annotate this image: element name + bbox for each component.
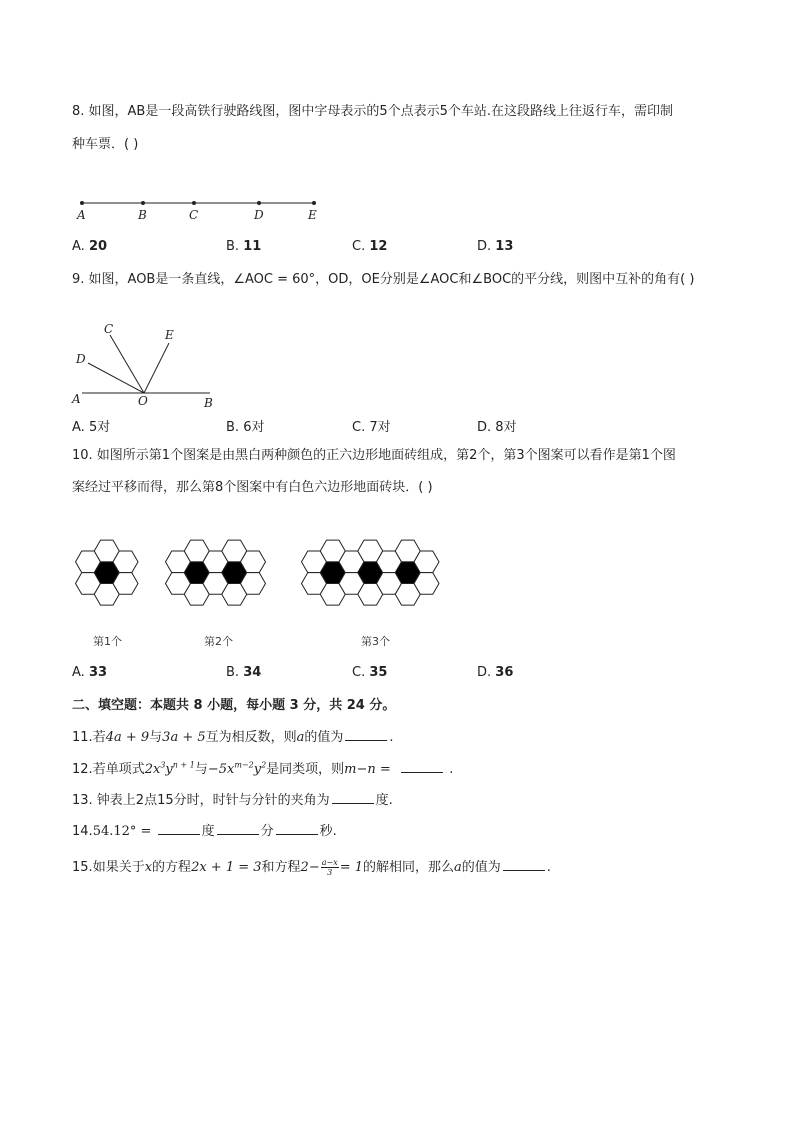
q10-option-a[interactable]: A. 33 xyxy=(72,665,108,680)
q8-point-label-c: C xyxy=(189,208,199,222)
q12-monomial-2: $-5x^{m-2}y^2$ xyxy=(207,760,267,777)
q10-caption-2: 第2个 xyxy=(204,635,233,648)
point-d-dot xyxy=(257,201,261,205)
q10-stem-line1: 10. 如图所示第1个图案是由黑白两种颜色的正六边形地面砖组成，第2个，第3个图案可以看作是第1个图 xyxy=(72,448,676,463)
q15-line: 15.如果关于x的方程2x + 1 = 3和方程2− $\frac{a-x}{3}$ = 1的解相同，那么a的值为 . xyxy=(72,858,551,877)
q9-option-c[interactable]: C. 7对 xyxy=(352,420,391,435)
q8-option-b[interactable]: B. 11 xyxy=(226,239,262,254)
q13-line: 13. 钟表上2点15分时，时针与分针的夹角为 度. xyxy=(72,793,393,808)
hex-pattern-3 xyxy=(302,540,440,605)
q14-line: 14.54.12° = 度 分 秒. xyxy=(72,824,337,839)
q8-option-c[interactable]: C. 12 xyxy=(352,239,388,254)
q9-option-b[interactable]: B. 6对 xyxy=(226,420,265,435)
q9-label-d: D xyxy=(76,352,86,366)
q8-route-line-figure xyxy=(72,194,332,206)
q11-answer-blank[interactable] xyxy=(345,728,387,741)
q9-angle-figure xyxy=(72,318,222,398)
q12-line: 12.若单项式$2x^3y^{n + 1}$与$-5x^{m-2}y^2$是同类项，则m−n = . xyxy=(72,760,454,777)
q9-label-c: C xyxy=(104,322,114,336)
q8-point-label-d: D xyxy=(254,208,264,222)
q10-caption-1: 第1个 xyxy=(93,635,122,648)
q15-answer-blank[interactable] xyxy=(503,858,545,871)
q9-label-o: O xyxy=(138,394,148,408)
q8-point-label-e: E xyxy=(308,208,317,222)
hex-pattern-2 xyxy=(166,540,266,605)
q12-answer-blank[interactable] xyxy=(401,760,443,773)
q15-equation-2: 2− $\frac{a-x}{3}$ = 1 xyxy=(300,858,363,877)
q9-label-a: A xyxy=(72,392,81,406)
q10-caption-3: 第3个 xyxy=(361,635,390,648)
q11-line: 11.若4a + 9与3a + 5互为相反数，则a的值为 . xyxy=(72,730,394,745)
q14-second-blank[interactable] xyxy=(276,822,318,835)
section-2-heading: 二、填空题：本题共 8 小题，每小题 3 分，共 24 分。 xyxy=(72,698,396,713)
q8-option-a[interactable]: A. 20 xyxy=(72,239,108,254)
q9-option-a[interactable]: A. 5对 xyxy=(72,420,111,435)
q14-minute-blank[interactable] xyxy=(217,822,259,835)
q8-option-d[interactable]: D. 13 xyxy=(477,239,514,254)
point-a-dot xyxy=(80,201,84,205)
point-c-dot xyxy=(192,201,196,205)
q9-label-b: B xyxy=(204,396,213,410)
q9-stem-line1: 9. 如图，AOB是一条直线，∠AOC = 60°，OD，OE分别是∠AOC和∠BOC的平分线，则图中互补的角有( ) xyxy=(72,272,695,287)
q13-answer-blank[interactable] xyxy=(332,791,374,804)
q8-point-label-b: B xyxy=(138,208,147,222)
q14-degree-blank[interactable] xyxy=(158,822,200,835)
q10-option-c[interactable]: C. 35 xyxy=(352,665,388,680)
hex-pattern-1 xyxy=(76,540,139,605)
point-b-dot xyxy=(141,201,145,205)
q10-option-b[interactable]: B. 34 xyxy=(226,665,262,680)
q10-hexagon-patterns xyxy=(0,535,500,625)
ray-oe xyxy=(144,343,169,393)
q9-option-d[interactable]: D. 8对 xyxy=(477,420,517,435)
point-e-dot xyxy=(312,201,316,205)
q8-stem-line2: 种车票．( ) xyxy=(72,137,139,152)
q10-option-d[interactable]: D. 36 xyxy=(477,665,514,680)
q9-label-e: E xyxy=(165,328,174,342)
q10-stem-line2: 案经过平移而得，那么第8个图案中有白色六边形地面砖块．( ) xyxy=(72,480,433,495)
q8-stem-line1: 8. 如图，AB是一段高铁行驶路线图，图中字母表示的5个点表示5个车站.在这段路线上往返行车，需印制 xyxy=(72,104,674,119)
q12-monomial-1: $2x^3y^{n + 1}$ xyxy=(144,760,195,777)
q8-point-label-a: A xyxy=(77,208,86,222)
